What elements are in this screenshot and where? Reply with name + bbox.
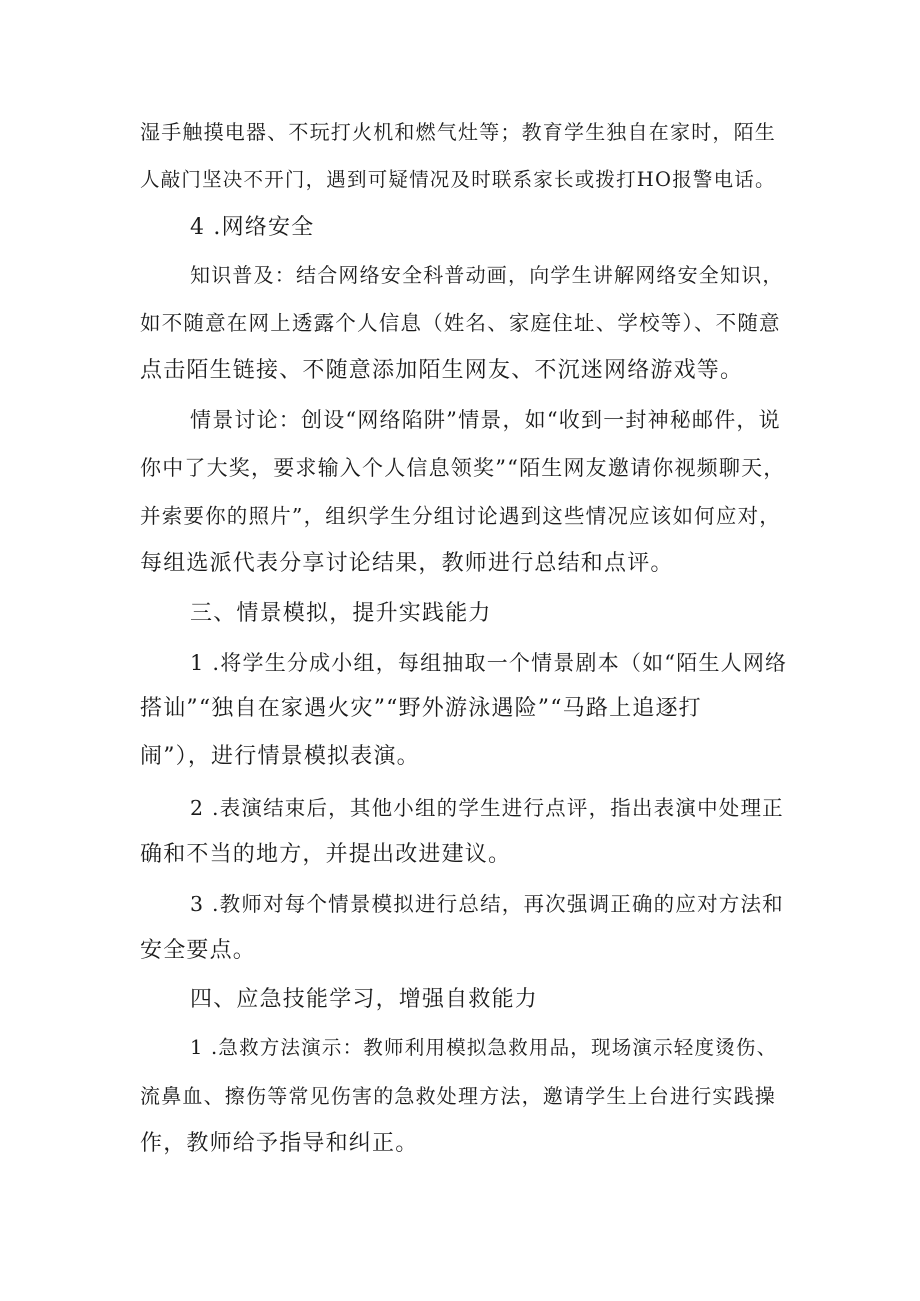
text-line: 作，教师给予指导和纠正。 xyxy=(140,1131,419,1156)
text-line: 1 .急救方法演示：教师利用模拟急救用品，现场演示轻度烫伤、 xyxy=(190,1036,778,1059)
text-line: 每组选派代表分享讨论结果，教师进行总结和点评。 xyxy=(140,551,674,576)
section-heading: 四、应急技能学习，增强自救能力 xyxy=(190,987,539,1012)
text-line: 2 .表演结束后，其他小组的学生进行点评，指出表演中处理正 xyxy=(190,796,784,820)
section-heading: 4 .网络安全 xyxy=(190,215,315,240)
text-line: 闹”），进行情景模拟表演。 xyxy=(140,744,420,769)
text-line: 情景讨论：创设“网络陷阱”情景，如“收到一封神秘邮件，说 xyxy=(190,408,781,432)
text-line: 确和不当的地方，并提出改进建议。 xyxy=(140,842,512,867)
text-line: 3 .教师对每个情景模拟进行总结，再次强调正确的应对方法和 xyxy=(190,892,784,916)
text-line: 安全要点。 xyxy=(140,938,257,963)
text-line: 知识普及：结合网络安全科普动画，向学生讲解网络安全知识， xyxy=(190,263,784,287)
text-line: 1 .将学生分成小组，每组抽取一个情景剧本（如“陌生人网络 xyxy=(190,651,788,675)
text-line: 如不随意在网上透露个人信息（姓名、家庭住址、学校等）、不随意 xyxy=(140,311,781,335)
text-line: 人敲门坚决不开门，遇到可疑情况及时联系家长或拨打HO报警电话。 xyxy=(140,168,776,191)
section-heading: 三、情景模拟，提升实践能力 xyxy=(190,601,492,626)
text-line: 你中了大奖，要求输入个人信息领奖”“陌生网友邀请你视频聊天， xyxy=(140,456,786,480)
text-line: 搭讪”“独自在家遇火灾”“野外游泳遇险”“马路上追逐打 xyxy=(140,696,702,721)
text-line: 流鼻血、擦伤等常见伤害的急救处理方法，邀请学生上台进行实践操 xyxy=(140,1084,776,1108)
text-line: 湿手触摸电器、不玩打火机和燃气灶等；教育学生独自在家时，陌生 xyxy=(140,120,776,144)
text-line: 并索要你的照片”，组织学生分组讨论遇到这些情况应该如何应对， xyxy=(140,504,781,528)
text-line: 点击陌生链接、不随意添加陌生网友、不沉迷网络游戏等。 xyxy=(140,358,744,383)
